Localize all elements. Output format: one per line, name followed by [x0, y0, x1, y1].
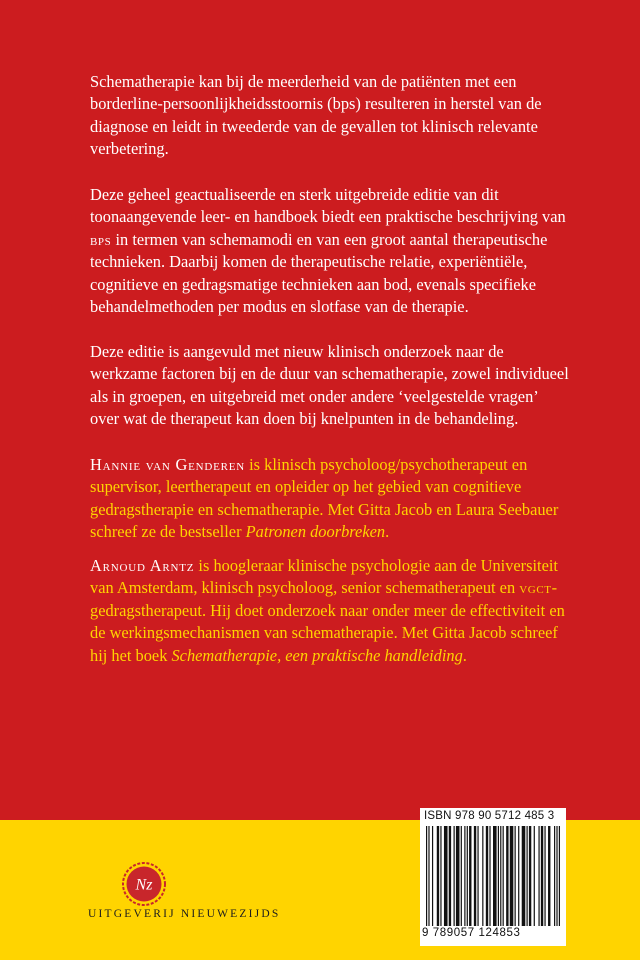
barcode-bar	[454, 826, 455, 926]
barcode-bar	[556, 826, 557, 926]
bio-text: -gedragstherapeut. Hij doet onderzoek naar onder meer de effectiviteit en de werkingsmechanismen van schematherapie. Met Gitta Jacob schreef hij het boek	[90, 578, 565, 665]
barcode-bars	[426, 826, 560, 926]
bio-text: is klinisch psycholoog/psychotherapeut en supervisor, leertherapeut en opleider op het gebied van cognitieve gedragstherapie en schematherapie. Met Gitta Jacob en Laura Seebauer schreef ze de bestseller	[90, 455, 559, 542]
publisher-logo-icon	[120, 860, 168, 908]
blurb-text: Deze editie is aangevuld met nieuw klinisch onderzoek naar de werkzame factoren bij en de duur van schematherapie, zowel individueel als in groepen, en uitgebreid met onder andere ‘veelgestelde vragen’ over wat de therapeut kan doen bij knelpunten in de behandeling.	[90, 342, 569, 429]
bps-abbreviation: bps	[90, 229, 112, 249]
vgct-abbreviation: vgct	[519, 578, 552, 598]
bio-text-end: .	[462, 645, 467, 665]
barcode-bar	[440, 826, 441, 926]
barcode-digits: 9 789057 124853	[422, 927, 521, 939]
barcode-bar	[486, 826, 488, 926]
author-name: Hannie van Genderen	[90, 455, 246, 474]
barcode-bar	[500, 826, 501, 926]
barcode-bar	[538, 826, 539, 926]
barcode-bar	[529, 826, 531, 926]
isbn-label: ISBN 978 90 5712 485 3	[424, 810, 555, 822]
barcode-bar	[449, 826, 451, 926]
barcode-bar	[515, 826, 516, 926]
barcode-bar	[503, 826, 504, 926]
publisher-name: UITGEVERIJ NIEUWEZIJDS	[88, 908, 281, 920]
author-bio-1	[90, 454, 570, 544]
barcode-bar	[464, 826, 465, 926]
barcode-bar	[432, 826, 433, 926]
barcode-bar	[518, 826, 519, 926]
barcode-bar	[474, 826, 476, 926]
logo-letters: Nz	[135, 876, 153, 894]
barcode-bar	[534, 826, 535, 926]
barcode-bar	[461, 826, 462, 926]
barcode-bar	[522, 826, 526, 926]
barcode-bar	[548, 826, 550, 926]
barcode-bar	[469, 826, 471, 926]
barcode-bar	[506, 826, 508, 926]
barcode-bar	[559, 826, 560, 926]
barcode-bar	[493, 826, 497, 926]
blurb-text: Schematherapie kan bij de meerderheid van de patiënten met een borderline-persoonlijkheidsstoornis (bps) resulteren in herstel van de diagnose en leidt in tweederde van de gevallen tot klinisch relevante verbetering.	[90, 72, 542, 159]
barcode-bar	[426, 826, 427, 926]
barcode-bar	[489, 826, 490, 926]
blurb-text: in termen van schemamodi en van een groot aantal therapeutische technieken. Daarbij komen de therapeutische relatie, experiëntiële, cognitieve en gedragsmatige technieken aan bod, evenals specifieke behandelmethoden per modus en slotfase van de therapie.	[90, 229, 548, 317]
barcode-bar	[527, 826, 528, 926]
isbn-barcode	[420, 808, 566, 946]
barcode-bar	[477, 826, 478, 926]
barcode-bar	[554, 826, 555, 926]
author-bio-2	[90, 555, 570, 667]
barcode-bar	[482, 826, 483, 926]
bio-text-end: .	[385, 522, 390, 542]
blurb-paragraph-2	[90, 184, 570, 318]
blurb-text: Deze geheel geactualiseerde en sterk uitgebreide editie van dit toonaangevende leer- en handboek biedt een praktische beschrijving van	[90, 185, 566, 227]
barcode-bar	[541, 826, 543, 926]
barcode-bar	[428, 826, 429, 926]
barcode-bar	[467, 826, 468, 926]
book-title: Patronen doorbreken	[245, 522, 386, 542]
barcode-bar	[444, 826, 448, 926]
barcode-bar	[498, 826, 499, 926]
blurb-paragraph-1	[90, 71, 570, 161]
blurb-paragraph-3	[90, 341, 570, 431]
book-title: Schematherapie, een praktische handleiding	[171, 645, 463, 665]
bio-text: is hoogleraar klinische psychologie aan de Universiteit van Amsterdam, klinisch psycholoog, senior schematherapeut en	[90, 556, 558, 598]
barcode-bar	[544, 826, 545, 926]
barcode-bar	[456, 826, 460, 926]
author-name: Arnoud Arntz	[90, 556, 195, 575]
barcode-bar	[437, 826, 439, 926]
barcode-bar	[510, 826, 514, 926]
